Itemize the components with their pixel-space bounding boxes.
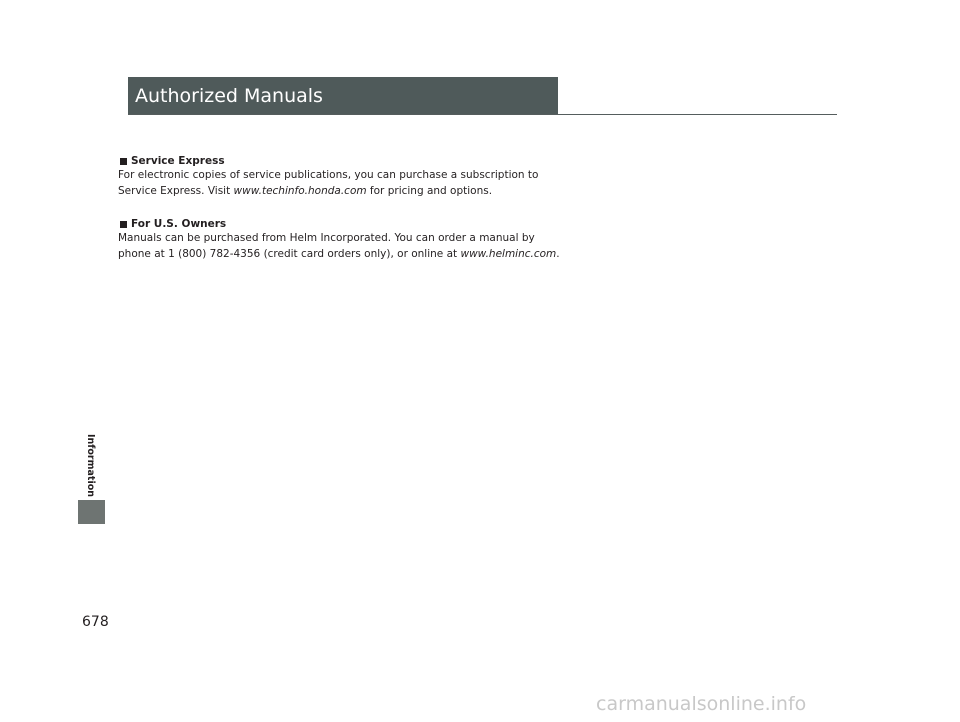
section-heading: For U.S. Owners: [118, 217, 588, 231]
square-bullet-icon: [120, 221, 127, 228]
side-tab-marker: [78, 500, 105, 524]
section-service-express: [118, 154, 588, 199]
body-line: phone at 1 (800) 782-4356 (credit card orders only), or online at www.helminc.com.: [118, 247, 560, 260]
section-body: [118, 231, 588, 262]
body-line: Manuals can be purchased from Helm Incorporated. You can order a manual by: [118, 232, 535, 244]
page-number: 678: [82, 614, 109, 630]
section-heading: Service Express: [118, 154, 588, 168]
title-bar: [128, 77, 558, 114]
section-body: [118, 168, 588, 199]
title-rule: [128, 114, 837, 115]
link-techinfo[interactable]: www.techinfo.honda.com: [233, 184, 367, 197]
body-line: Service Express. Visit www.techinfo.honda.com for pricing and options.: [118, 184, 493, 197]
link-helminc[interactable]: www.helminc.com: [460, 247, 557, 260]
page-title: Authorized Manuals: [135, 84, 323, 107]
section-us-owners: [118, 217, 588, 262]
watermark: carmanualsonline.info: [596, 693, 807, 715]
side-tab-label: Information: [85, 433, 97, 497]
square-bullet-icon: [120, 158, 127, 165]
body-line: For electronic copies of service publications, you can purchase a subscription to: [118, 169, 539, 181]
